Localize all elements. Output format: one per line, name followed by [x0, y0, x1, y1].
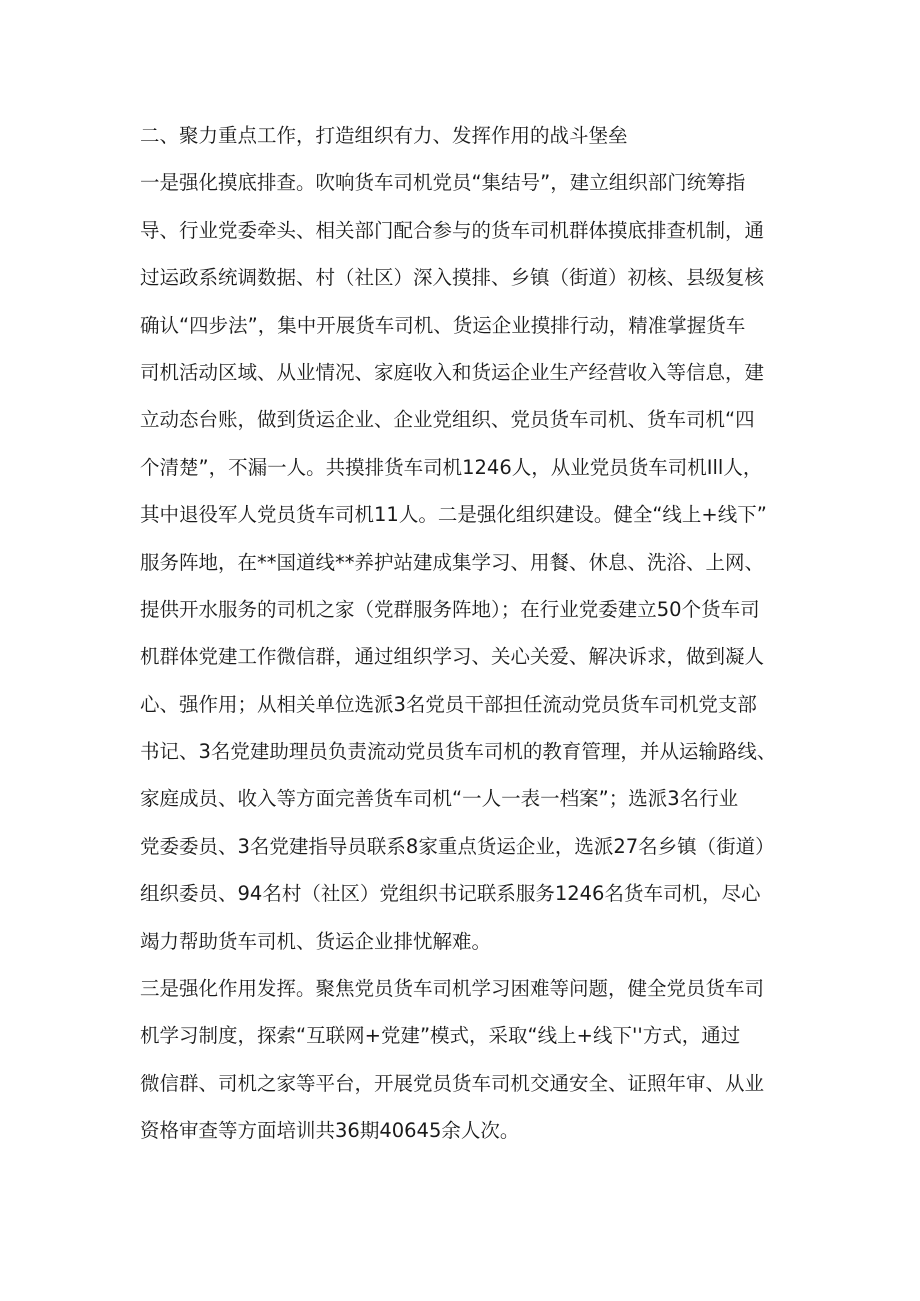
paragraph-line: 机学习制度，探索“互联网+党建”模式，采取“线上+线下''方式，通过 [140, 1024, 741, 1048]
document-body [140, 112, 800, 1155]
paragraph-2 [140, 965, 800, 1155]
paragraph-line: 机群体党建工作微信群，通过组织学习、关心关爱、解决诉求，做到凝人 [140, 645, 765, 669]
paragraph-line: 竭力帮助货车司机、货运企业排忧解难。 [140, 929, 492, 953]
paragraph-line: 服务阵地，在**国道线**养护站建成集学习、用餐、休息、洗浴、上网、 [140, 550, 765, 574]
paragraph-line: 司机活动区域、从业情况、家庭收入和货运企业生产经营收入等信息，建 [140, 360, 765, 384]
paragraph-line: 书记、3名党建助理员负责流动党员货车司机的教育管理，并从运输路线、 [140, 740, 777, 764]
paragraph-line: 立动态台账，做到货运企业、企业党组织、党员货车司机、货车司机“四 [140, 408, 755, 432]
paragraph-1 [140, 159, 800, 965]
paragraph-line: 微信群、司机之家等平台，开展党员货车司机交通安全、证照年审、从业 [140, 1071, 765, 1095]
paragraph-line: 资格审查等方面培训共36期40645余人次。 [140, 1119, 520, 1143]
paragraph-line: 确认“四步法”，集中开展货车司机、货运企业摸排行动，精准掌握货车 [140, 313, 746, 337]
paragraph-line: 心、强作用；从相关单位选派3名党员干部担任流动党员货车司机党支部 [140, 692, 757, 716]
paragraph-line: 个清楚”，不漏一人。共摸排货车司机1246人，从业党员货车司机Ill人， [140, 455, 763, 479]
paragraph-line: 其中退役军人党员货车司机11人。二是强化组织建设。健全“线上+线下” [140, 503, 767, 527]
paragraph-line: 三是强化作用发挥。聚焦党员货车司机学习困难等问题，健全党员货车司 [140, 977, 765, 1001]
paragraph-line: 一是强化摸底排查。吹响货车司机党员“集结号”，建立组织部门统筹指 [140, 171, 746, 195]
paragraph-line: 家庭成员、收入等方面完善货车司机“一人一表一档案”；选派3名行业 [140, 787, 739, 811]
paragraph-line: 导、行业党委牵头、相关部门配合参与的货车司机群体摸底排查机制，通 [140, 218, 765, 242]
section-heading: 二、聚力重点工作，打造组织有力、发挥作用的战斗堡垒 [140, 124, 628, 147]
paragraph-line: 过运政系统调数据、村（社区）深入摸排、乡镇（街道）初核、县级复核 [140, 266, 765, 290]
paragraph-line: 党委委员、3名党建指导员联系8家重点货运企业，选派27名乡镇（街道） [140, 834, 775, 858]
paragraph-line: 提供开水服务的司机之家（党群服务阵地）；在行业党委建立50个货车司 [140, 597, 760, 621]
paragraph-line: 组织委员、94名村（社区）党组织书记联系服务1246名货车司机，尽心 [140, 882, 761, 906]
